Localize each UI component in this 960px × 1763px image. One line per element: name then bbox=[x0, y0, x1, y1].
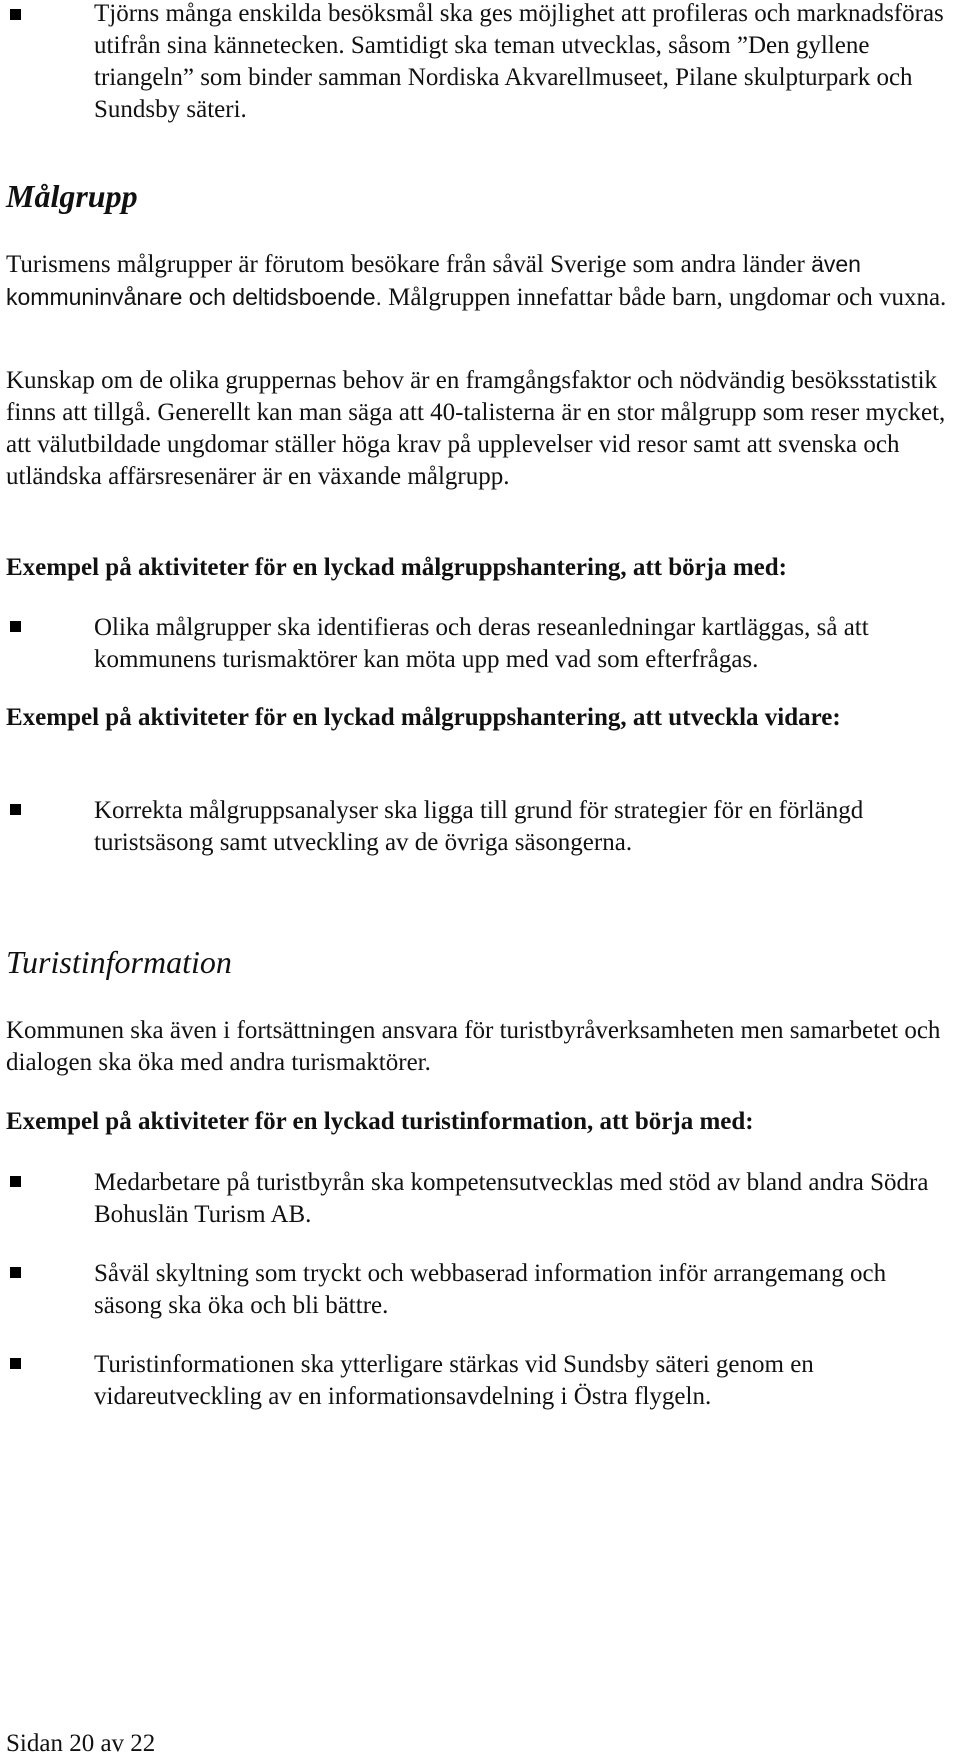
bullet-text: Såväl skyltning som tryckt och webbaserad information inför arrangemang och säsong ska öka och bli bättre. bbox=[94, 1260, 887, 1319]
bullet-square-icon bbox=[10, 9, 21, 20]
malgrupp-paragraph-2: Kunskap om de olika gruppernas behov är en framgångsfaktor och nödvändig besöksstatistik finns att tillgå. Generellt kan man säga att 40-talisterna är en stor målgrupp som reser mycket, att välutbildade ungdomar ställer höga krav på upplevelser vid resor samt att svenska och utländska affärsresenärer är en växande målgrupp. bbox=[6, 367, 946, 490]
turistinformation-paragraph: Kommunen ska även i fortsättningen ansvara för turistbyråverksamheten men samarbetet och dialogen ska öka med andra turismaktörer. bbox=[6, 1017, 941, 1076]
malgrupp-paragraph-1 bbox=[6, 248, 954, 314]
para-text: Målgruppen innefattar både barn, ungdomar och vuxna. bbox=[381, 284, 947, 311]
para-text-sans: även kommuninvånare och deltidsboende. bbox=[6, 251, 861, 310]
bullet-text: Medarbetare på turistbyrån ska kompetensutvecklas med stöd av bland andra Södra Bohuslän Turism AB. bbox=[94, 1169, 929, 1228]
bullet-text: Tjörns många enskilda besöksmål ska ges möjlighet att profileras och marknadsföras utifrån sina kännetecken. Samtidigt ska teman utvecklas, såsom ”Den gyllene triangeln” som binder samman Nordiska Akvarellmuseet, Pilane skulpturpark och Sundsby säteri. bbox=[94, 0, 944, 123]
para-text: Turismens målgrupper är förutom besökare från såväl Sverige som andra länder bbox=[6, 251, 812, 278]
bullet-square-icon bbox=[10, 1358, 21, 1369]
bullet-text: Olika målgrupper ska identifieras och deras reseanledningar kartläggas, så att kommunens turismaktörer kan möta upp med vad som efterfrågas. bbox=[94, 614, 869, 673]
bullet-text: Turistinformationen ska ytterligare stärkas vid Sundsby säteri genom en vidareutveckling av en informationsavdelning i Östra flygeln. bbox=[94, 1351, 814, 1410]
bullet-square-icon bbox=[10, 1176, 21, 1187]
section-heading-malgrupp: Målgrupp bbox=[6, 178, 138, 214]
activities-start-heading: Exempel på aktiviteter för en lyckad målgruppshantering, att börja med: bbox=[6, 554, 787, 581]
page-number: Sidan 20 av 22 bbox=[6, 1730, 156, 1757]
activities-develop-heading: Exempel på aktiviteter för en lyckad målgruppshantering, att utveckla vidare: bbox=[6, 704, 841, 731]
bullet-square-icon bbox=[10, 621, 21, 632]
activities-start-heading: Exempel på aktiviteter för en lyckad turistinformation, att börja med: bbox=[6, 1108, 754, 1135]
bullet-square-icon bbox=[10, 1267, 21, 1278]
bullet-text: Korrekta målgruppsanalyser ska ligga till grund för strategier för en förlängd turistsäsong samt utveckling av de övriga säsongerna. bbox=[94, 797, 864, 856]
section-heading-turistinformation: Turistinformation bbox=[6, 944, 232, 980]
bullet-square-icon bbox=[10, 804, 21, 815]
